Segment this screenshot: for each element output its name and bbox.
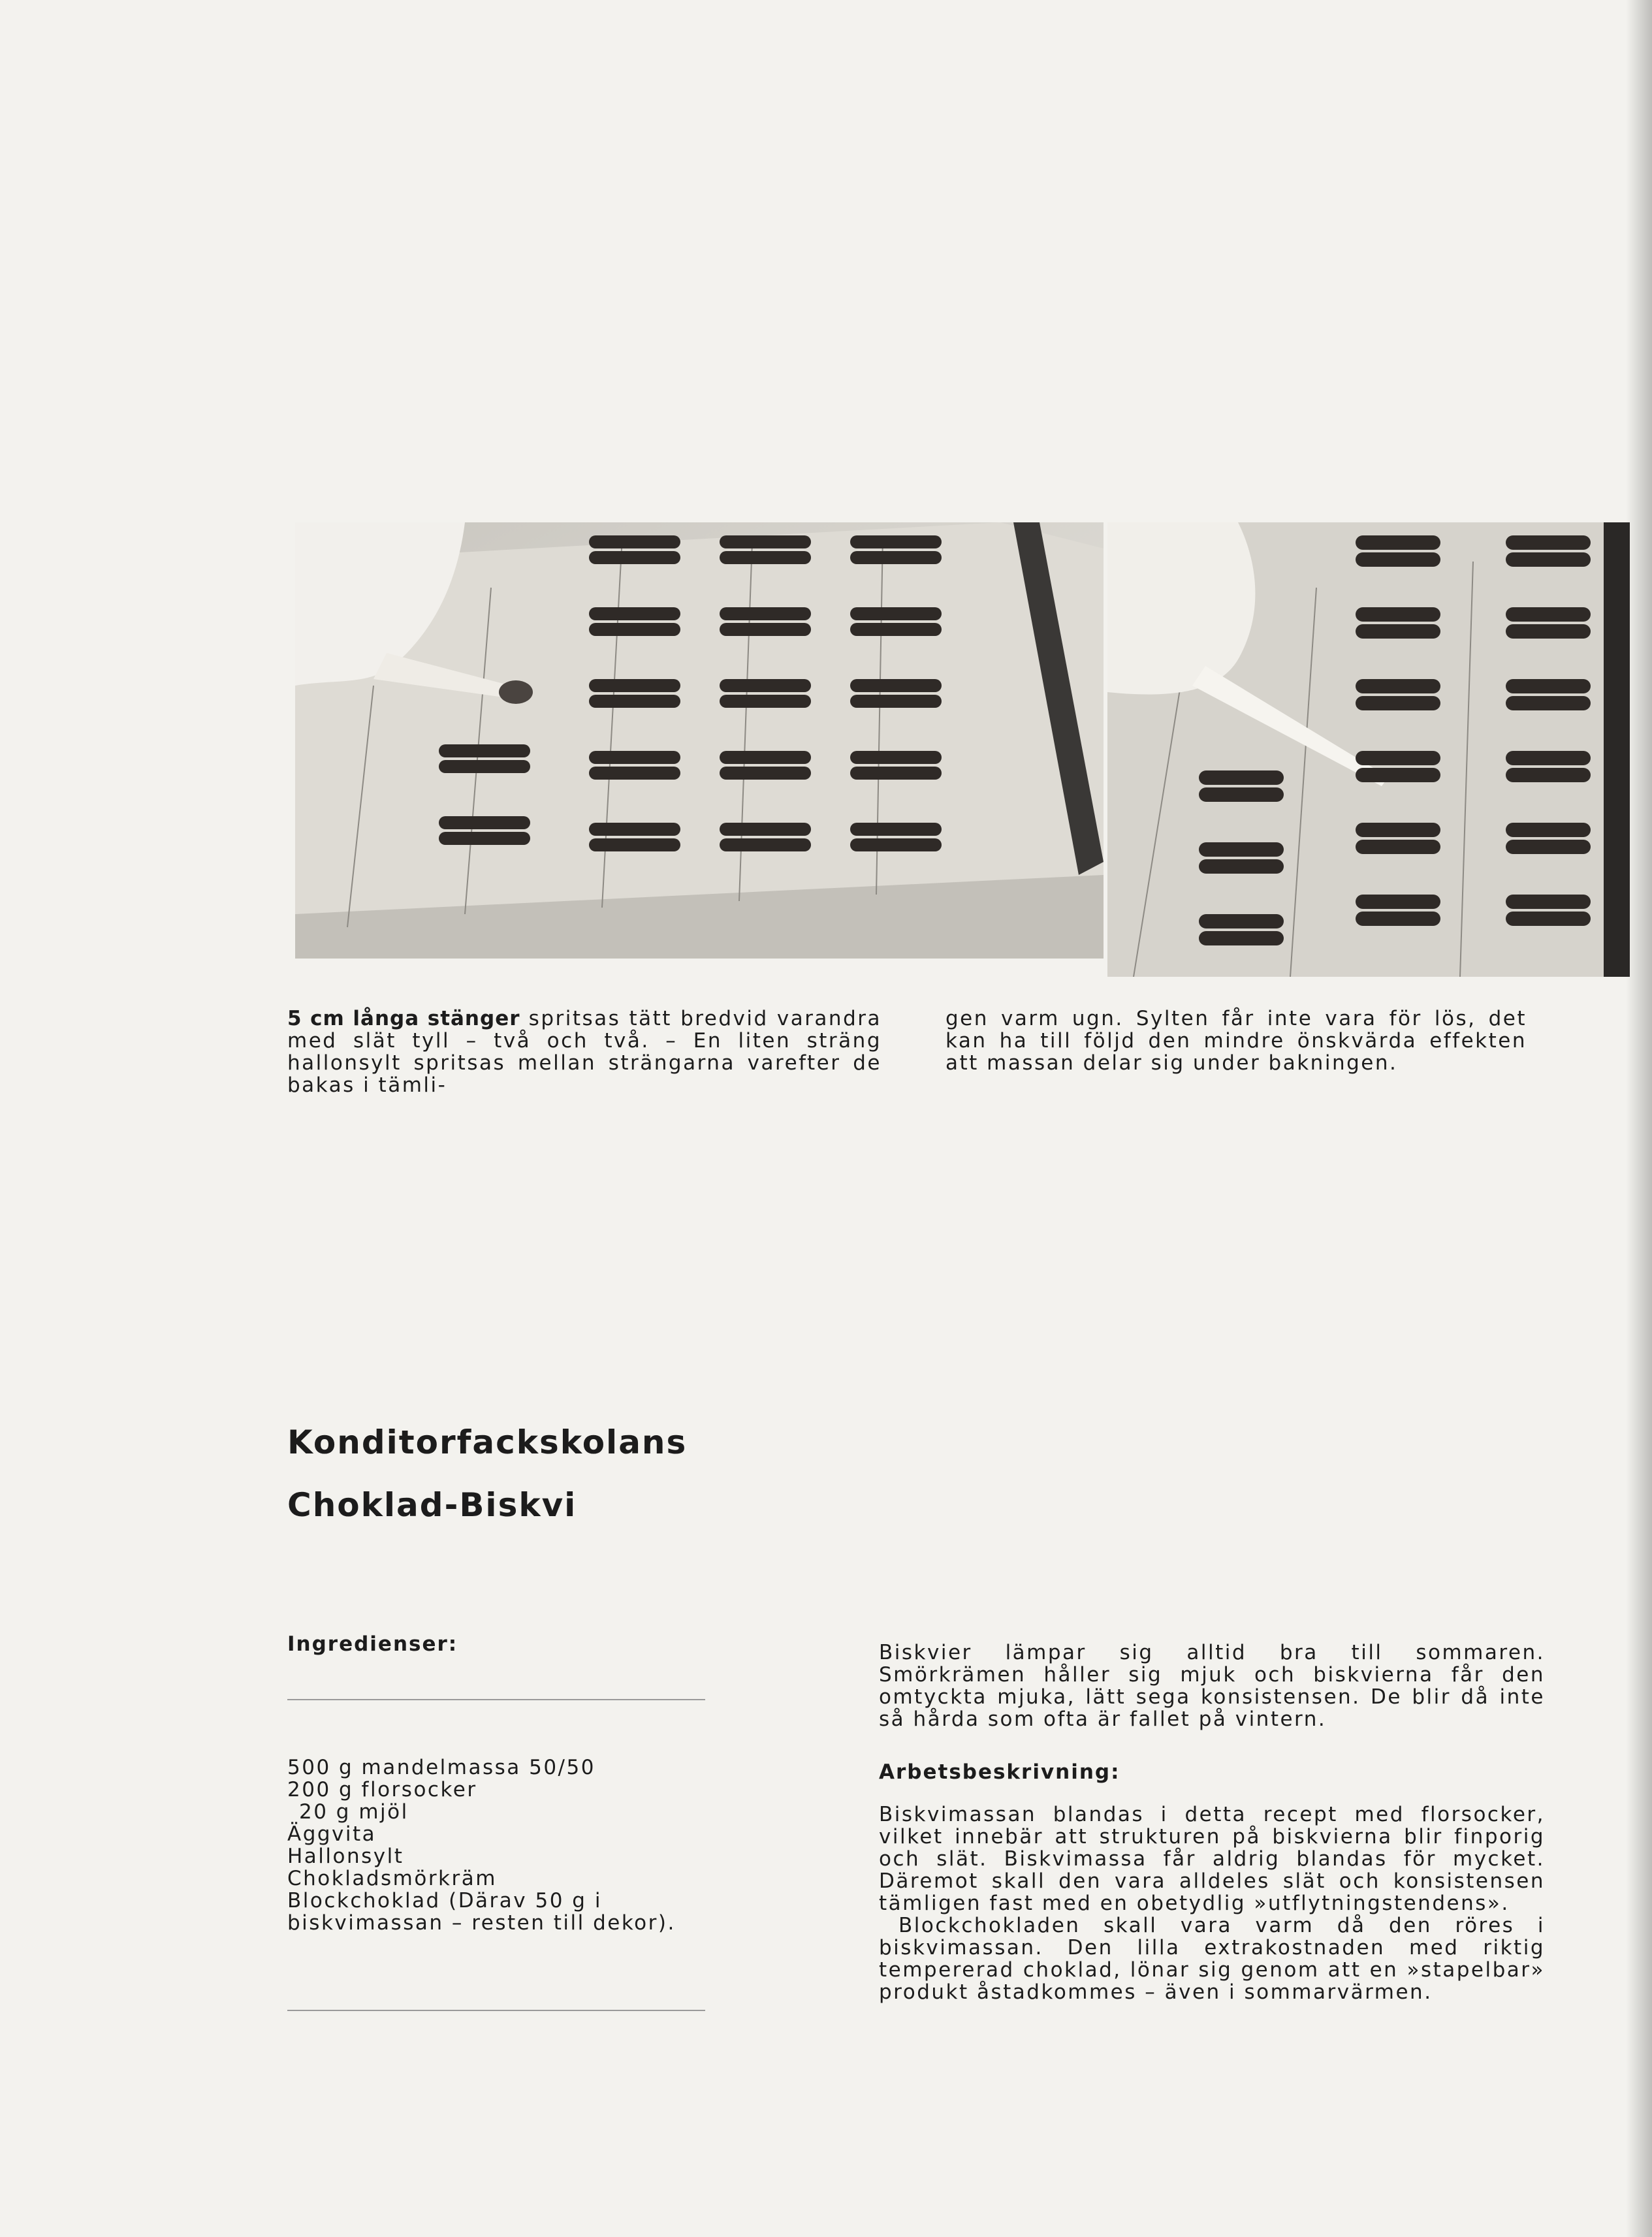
piped-strip bbox=[589, 623, 680, 636]
piped-strip bbox=[1506, 552, 1591, 567]
piped-strip bbox=[720, 838, 811, 851]
caption-left-text: spritsas tätt bredvid varandra med slät tyll – två och två. – En liten sträng hallonsylt spritsas mellan strängarna varefter de bakas i tämli- bbox=[287, 1007, 882, 1097]
piped-strip bbox=[850, 695, 942, 708]
piped-strip bbox=[439, 816, 530, 829]
piped-strip bbox=[589, 751, 680, 764]
piped-strip bbox=[850, 838, 942, 851]
piped-strip bbox=[1199, 770, 1284, 785]
piped-strip bbox=[1506, 912, 1591, 926]
piped-strip bbox=[1356, 624, 1440, 639]
method-paragraph-1: Biskvimassan blandas i detta recept med florsocker, vilket innebär att strukturen på biskvierna blir finporig och slät. Biskvimassa får aldrig blandas för mycket. Däremot skall den vara alldeles slät och konsistensen tämligen fast med en obetydlig »utflytningstendens». bbox=[879, 1803, 1545, 1915]
piped-strip bbox=[439, 760, 530, 773]
ingredients-list bbox=[287, 1756, 744, 1934]
piped-strip bbox=[1506, 679, 1591, 693]
caption-right: gen varm ugn. Sylten får inte vara för lös, det kan ha till följd den mindre önskvärda effekten att massan delar sig under bakningen. bbox=[945, 1007, 1527, 1075]
piped-strip bbox=[1356, 912, 1440, 926]
piped-strip bbox=[1356, 607, 1440, 622]
recipe-title-line-1: Konditorfackskolans bbox=[287, 1423, 688, 1461]
piped-strip bbox=[589, 695, 680, 708]
ingredient-item: Hallonsylt bbox=[287, 1845, 404, 1868]
caption-left-bold: 5 cm långa stänger bbox=[287, 1007, 520, 1030]
piped-strip bbox=[1356, 751, 1440, 765]
page-edge-shadow bbox=[1626, 0, 1652, 2237]
piped-strip bbox=[1506, 696, 1591, 710]
piped-strip bbox=[1506, 535, 1591, 550]
piped-strip bbox=[439, 744, 530, 757]
piped-strip bbox=[850, 535, 942, 548]
method-paragraph-2: Blockchokladen skall vara varm då den röres i biskvimassan. Den lilla extrakostnaden med riktig tempererad choklad, lönar sig genom att en »stapelbar» produkt åstadkommes – även i sommarvärmen. bbox=[879, 1914, 1545, 2004]
piped-strip bbox=[1356, 768, 1440, 782]
piped-strip bbox=[850, 551, 942, 564]
piped-strip bbox=[1506, 607, 1591, 622]
piped-strip bbox=[1506, 624, 1591, 639]
piped-strip bbox=[850, 679, 942, 692]
piped-strip bbox=[1506, 823, 1591, 837]
method-heading: Arbetsbeskrivning: bbox=[879, 1760, 1120, 1784]
piped-strip bbox=[1199, 931, 1284, 945]
ingredients-heading: Ingredienser: bbox=[287, 1632, 458, 1656]
piped-strip bbox=[720, 607, 811, 620]
piped-strip bbox=[1356, 823, 1440, 837]
piped-strip bbox=[1506, 751, 1591, 765]
ingredient-item: Chokladsmörkräm bbox=[287, 1867, 497, 1890]
piped-strip bbox=[720, 751, 811, 764]
piped-strip bbox=[1199, 914, 1284, 928]
piped-strip bbox=[850, 607, 942, 620]
piped-strip bbox=[850, 767, 942, 780]
ingredient-item: Blockchoklad (Därav 50 g i biskvimassan – resten till dekor). bbox=[287, 1889, 676, 1935]
piped-strip bbox=[720, 551, 811, 564]
piped-strip bbox=[720, 679, 811, 692]
piped-strip bbox=[1356, 552, 1440, 567]
piped-strip bbox=[720, 767, 811, 780]
divider-bottom bbox=[287, 2010, 705, 2011]
piped-strip bbox=[589, 767, 680, 780]
piped-strip bbox=[720, 823, 811, 836]
ingredient-item: 20 g mjöl bbox=[299, 1800, 409, 1824]
piped-strip bbox=[439, 832, 530, 845]
photo-piping-jam bbox=[1107, 522, 1630, 977]
piped-strip bbox=[720, 623, 811, 636]
piped-strip bbox=[720, 695, 811, 708]
intro-paragraph: Biskvier lämpar sig alltid bra till sommaren. Smörkrämen håller sig mjuk och biskvierna får den omtyckta mjuka, lätt sega konsistensen. De blir då inte så hårda som ofta är fallet på vintern. bbox=[879, 1641, 1545, 1731]
piped-strip bbox=[589, 607, 680, 620]
piped-strip bbox=[1199, 859, 1284, 874]
piped-strip bbox=[720, 535, 811, 548]
piped-strip bbox=[1199, 787, 1284, 802]
piped-strip bbox=[589, 838, 680, 851]
piped-strip bbox=[589, 679, 680, 692]
ingredient-item: Äggvita bbox=[287, 1822, 377, 1846]
piping-bag-photo-icon bbox=[1107, 522, 1630, 977]
ingredient-item: 200 g florsocker bbox=[287, 1778, 477, 1801]
piping-bag-photo-icon bbox=[295, 522, 1104, 959]
piped-strip bbox=[1356, 679, 1440, 693]
piped-strip bbox=[1506, 840, 1591, 854]
caption-left bbox=[287, 1007, 882, 1096]
piped-strip bbox=[1356, 535, 1440, 550]
piped-strip bbox=[1506, 895, 1591, 909]
piped-strip bbox=[589, 551, 680, 564]
piped-strip bbox=[850, 623, 942, 636]
piped-strip bbox=[850, 823, 942, 836]
piped-strip bbox=[589, 823, 680, 836]
piped-strip bbox=[850, 751, 942, 764]
recipe-title-line-2: Choklad-Biskvi bbox=[287, 1486, 577, 1524]
piped-strip bbox=[1356, 840, 1440, 854]
photo-piping-strips bbox=[295, 522, 1104, 959]
piped-strip bbox=[589, 535, 680, 548]
ingredient-item: 500 g mandelmassa 50/50 bbox=[287, 1756, 596, 1779]
piped-strip bbox=[1356, 895, 1440, 909]
piped-strip bbox=[1356, 696, 1440, 710]
piped-strip bbox=[1506, 768, 1591, 782]
piped-strip bbox=[1199, 842, 1284, 857]
divider-top bbox=[287, 1699, 705, 1700]
